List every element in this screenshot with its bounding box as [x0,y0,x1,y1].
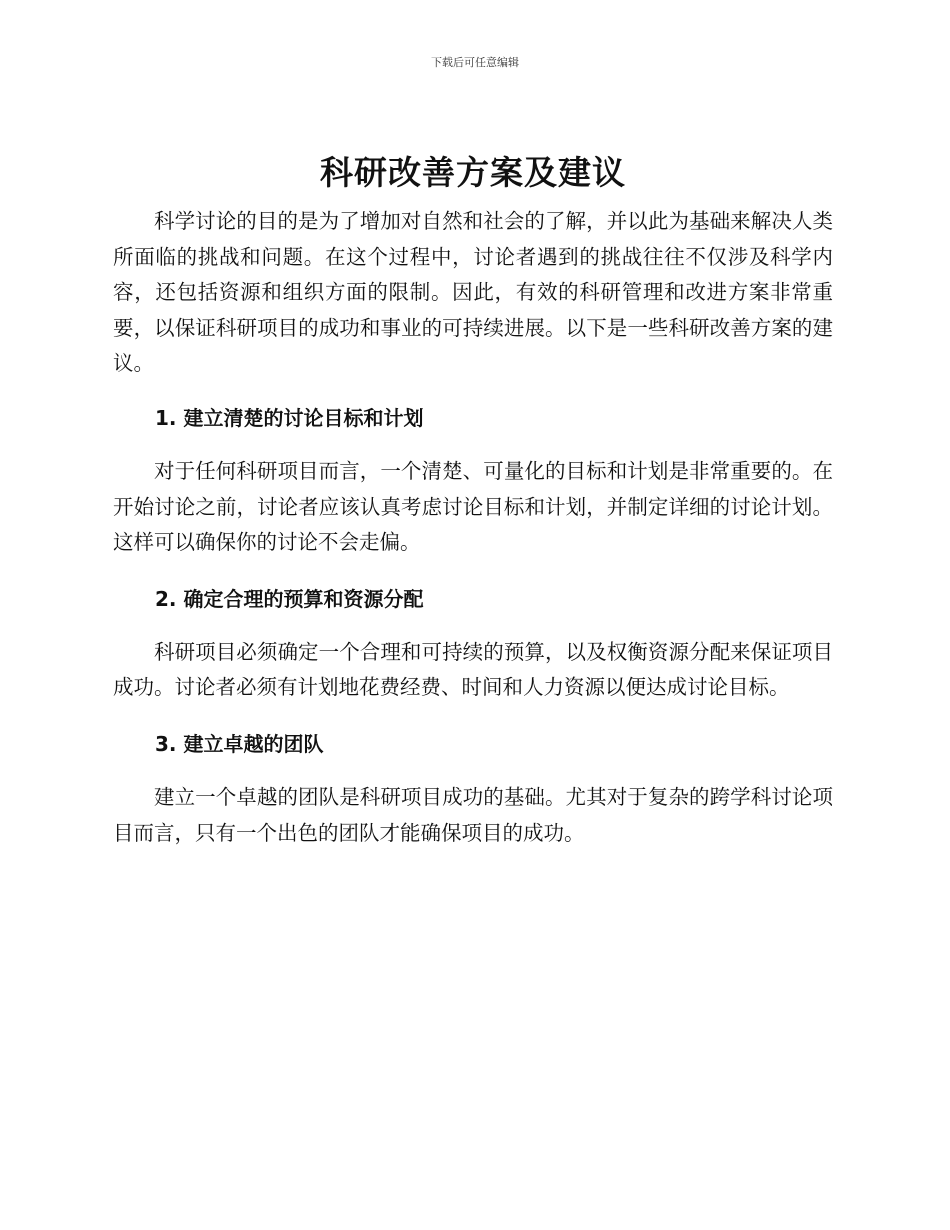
intro-paragraph: 科学讨论的目的是为了增加对自然和社会的了解，并以此为基础来解决人类所面临的挑战和问题。在这个过程中，讨论者遇到的挑战往往不仅涉及科学内容，还包括资源和组织方面的限制。因此，有效的科研管理和改进方案非常重要，以保证科研项目的成功和事业的可持续进展。以下是一些科研改善方案的建议。 [113,209,833,376]
section-heading-3: 3. 建立卓越的团队 [155,731,324,756]
section-body-2: 科研项目必须确定一个合理和可持续的预算，以及权衡资源分配来保证项目成功。讨论者必须有计划地花费经费、时间和人力资源以便达成讨论目标。 [113,639,833,700]
header-note: 下载后可任意编辑 [431,56,519,69]
section-heading-1: 1. 建立清楚的讨论目标和计划 [155,405,424,430]
section-body-1: 对于任何科研项目而言，一个清楚、可量化的目标和计划是非常重要的。在开始讨论之前，讨论者应该认真考虑讨论目标和计划，并制定详细的讨论计划。这样可以确保你的讨论不会走偏。 [113,458,833,555]
section-heading-2: 2. 确定合理的预算和资源分配 [155,586,424,611]
document-title: 科研改善方案及建议 [320,153,626,192]
document-body [113,148,833,851]
section-body-3: 建立一个卓越的团队是科研项目成功的基础。尤其对于复杂的跨学科讨论项目而言，只有一个出色的团队才能确保项目的成功。 [113,784,833,845]
